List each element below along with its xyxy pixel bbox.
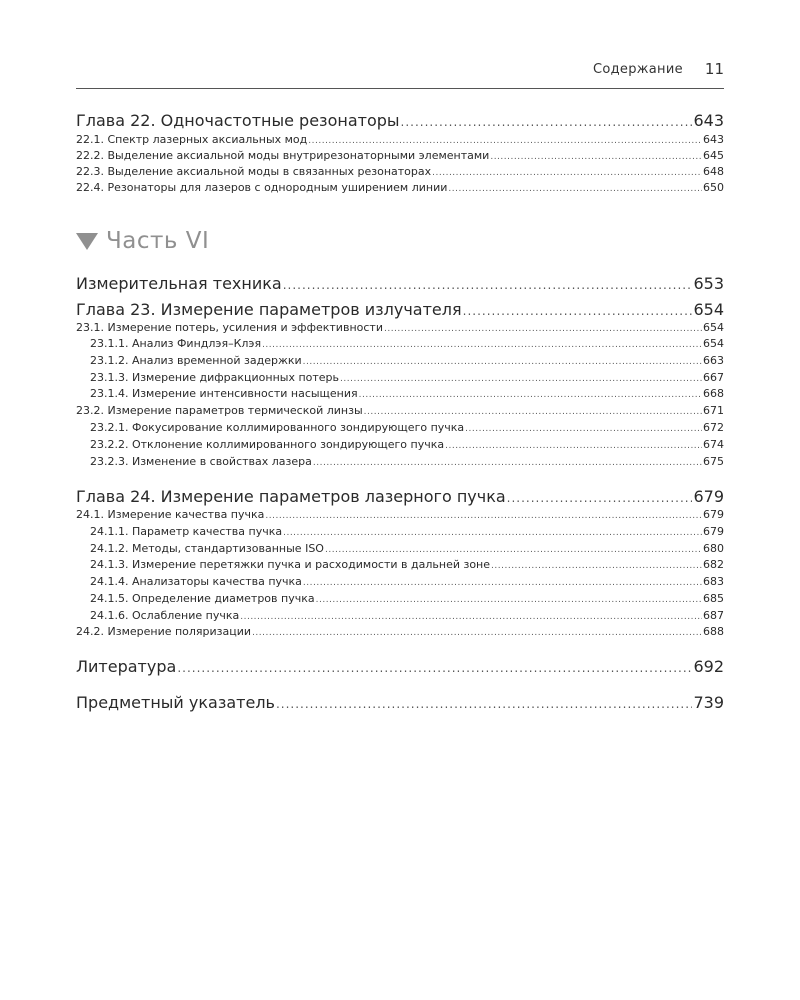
part-heading: Часть VI: [76, 228, 209, 254]
running-head-title: Содержание: [593, 62, 683, 77]
toc-subsection[interactable]: 24.1.5. Определение диаметров пучка ..... 685: [90, 591, 724, 607]
page-number: 11: [704, 60, 724, 78]
toc-subsection[interactable]: 24.1.3. Измерение перетяжки пучка и расходимости в дальней зоне ..... 682: [90, 557, 724, 573]
toc-subsection[interactable]: 23.1.3. Измерение дифракционных потерь ..... 667: [90, 370, 724, 386]
toc-part-title[interactable]: Измерительная техника ..... 653: [76, 273, 724, 295]
toc-subsection[interactable]: 24.1.1. Параметр качества пучка ..... 679: [90, 524, 724, 540]
toc-subsection[interactable]: 23.1.2. Анализ временной задержки ..... 663: [90, 353, 724, 369]
toc-chapter-23[interactable]: Глава 23. Измерение параметров излучателя ..... 654: [76, 299, 724, 321]
toc-subject-index[interactable]: Предметный указатель ..... 739: [76, 692, 724, 714]
toc-subsection[interactable]: 24.1.4. Анализаторы качества пучка ..... 683: [90, 574, 724, 590]
toc-section[interactable]: 24.1. Измерение качества пучка ..... 679: [76, 507, 724, 523]
triangle-down-icon: [76, 233, 98, 250]
toc-section[interactable]: 22.2. Выделение аксиальной моды внутрирезонаторными элементами ..... 645: [76, 148, 724, 164]
toc-subsection[interactable]: 23.1.1. Анализ Финдлэя–Клэя ..... 654: [90, 336, 724, 352]
toc-subsection[interactable]: 23.2.1. Фокусирование коллимированного зондирующего пучка ..... 672: [90, 420, 724, 436]
toc-section[interactable]: 23.2. Измерение параметров термической линзы ..... 671: [76, 403, 724, 419]
toc-chapter-24[interactable]: Глава 24. Измерение параметров лазерного пучка ..... 679: [76, 486, 724, 508]
toc-section[interactable]: 22.4. Резонаторы для лазеров с однородным уширением линии ..... 650: [76, 180, 724, 196]
toc-section[interactable]: 22.1. Спектр лазерных аксиальных мод ..... 643: [76, 132, 724, 148]
toc-section[interactable]: 24.2. Измерение поляризации ..... 688: [76, 624, 724, 640]
toc-subsection[interactable]: 23.2.3. Изменение в свойствах лазера ..... 675: [90, 454, 724, 470]
toc-subsection[interactable]: 24.1.6. Ослабление пучка ..... 687: [90, 608, 724, 624]
toc-literature[interactable]: Литература ..... 692: [76, 656, 724, 678]
running-head: [76, 62, 724, 89]
toc-subsection[interactable]: 23.2.2. Отклонение коллимированного зондирующего пучка ..... 674: [90, 437, 724, 453]
toc-subsection[interactable]: 24.1.2. Методы, стандартизованные ISO ..... 680: [90, 541, 724, 557]
toc-chapter-22[interactable]: Глава 22. Одночастотные резонаторы ..... 643: [76, 110, 724, 132]
toc-subsection[interactable]: 23.1.4. Измерение интенсивности насыщения ..... 668: [90, 386, 724, 402]
toc-section[interactable]: 23.1. Измерение потерь, усиления и эффективности ..... 654: [76, 320, 724, 336]
toc-section[interactable]: 22.3. Выделение аксиальной моды в связанных резонаторах ..... 648: [76, 164, 724, 180]
